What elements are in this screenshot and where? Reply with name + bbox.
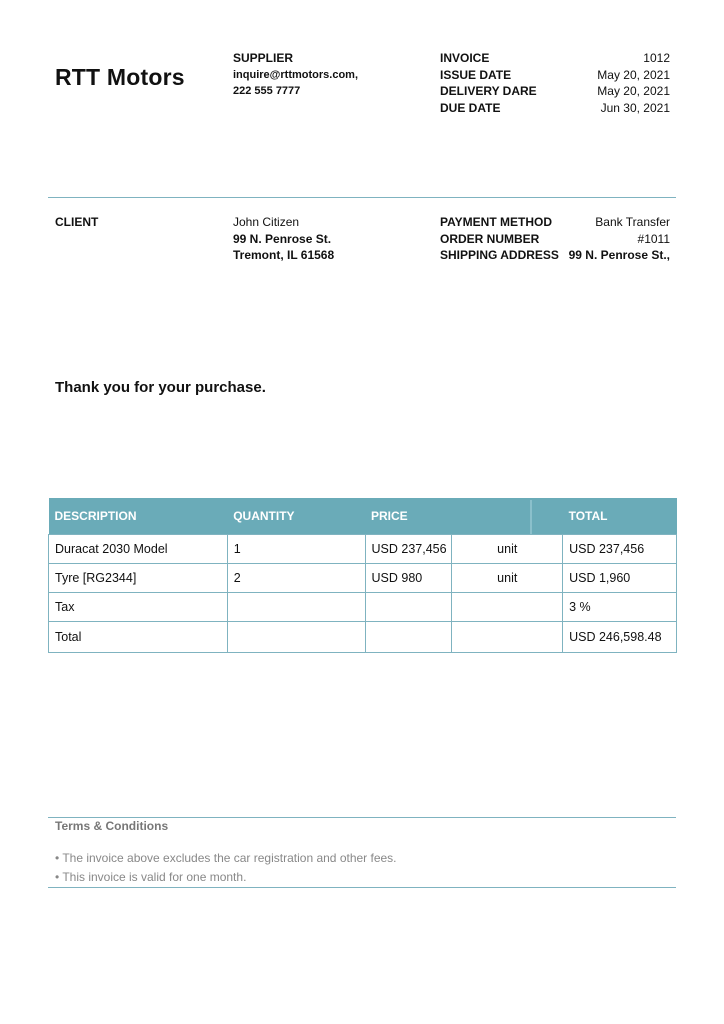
due-date-label: DUE DATE	[440, 100, 501, 115]
cell-price	[365, 622, 452, 653]
cell-total: USD 246,598.48	[563, 622, 677, 653]
column-header-total: TOTAL	[563, 498, 677, 535]
due-date-value: Jun 30, 2021	[600, 100, 670, 115]
shipping-address-value: 99 N. Penrose St.,	[568, 248, 670, 262]
cell-quantity	[227, 593, 365, 622]
terms-title: Terms & Conditions	[55, 819, 169, 833]
client-label: CLIENT	[55, 215, 99, 229]
cell-total: 3 %	[563, 593, 677, 622]
shipping-address-row	[440, 247, 670, 264]
thank-you-message: Thank you for your purchase.	[55, 379, 266, 396]
cell-description: Tax	[49, 593, 228, 622]
total-row	[49, 622, 677, 653]
order-meta	[440, 214, 670, 264]
cell-description: Duracat 2030 Model	[49, 535, 228, 564]
terms-bottom-divider	[48, 887, 676, 888]
client-address-line2: Tremont, IL 61568	[233, 248, 335, 262]
tax-row	[49, 593, 677, 622]
header-column-separator	[530, 500, 532, 534]
client-block	[233, 214, 334, 264]
table-row	[49, 535, 677, 564]
terms-item: • The invoice above excludes the car registration and other fees.	[55, 851, 397, 865]
issue-date-row	[440, 67, 670, 84]
cell-quantity: 1	[227, 535, 365, 564]
cell-price: USD 980	[365, 564, 452, 593]
terms-top-divider	[48, 817, 676, 818]
client-address-line1: 99 N. Penrose St.	[233, 231, 332, 246]
column-header-price: PRICE	[365, 498, 452, 535]
supplier-label: SUPPLIER	[233, 51, 294, 65]
invoice-number-row	[440, 50, 670, 67]
delivery-date-label: DELIVERY DARE	[440, 84, 537, 98]
cell-price	[365, 593, 452, 622]
supplier-phone: 222 555 7777	[233, 85, 301, 97]
cell-unit	[452, 622, 563, 653]
order-number-label: ORDER NUMBER	[440, 231, 540, 246]
cell-price: USD 237,456	[365, 535, 452, 564]
cell-unit: unit	[452, 564, 563, 593]
cell-quantity: 2	[227, 564, 365, 593]
table-header-row	[49, 498, 677, 535]
supplier-block	[233, 50, 358, 100]
client-name: John Citizen	[233, 215, 300, 229]
due-date-row	[440, 100, 670, 117]
cell-unit: unit	[452, 535, 563, 564]
cell-total: USD 237,456	[563, 535, 677, 564]
delivery-date-value: May 20, 2021	[597, 84, 670, 98]
invoice-meta	[440, 50, 670, 116]
cell-total: USD 1,960	[563, 564, 677, 593]
column-header-quantity: QUANTITY	[227, 498, 365, 535]
shipping-address-label: SHIPPING ADDRESS	[440, 248, 559, 262]
payment-method-row	[440, 214, 670, 231]
issue-date-value: May 20, 2021	[597, 67, 670, 82]
line-items-table	[48, 498, 677, 653]
invoice-number-value: 1012	[643, 51, 670, 65]
payment-method-label: PAYMENT METHOD	[440, 215, 553, 229]
issue-date-label: ISSUE DATE	[440, 67, 512, 82]
cell-description: Tyre [RG2344]	[49, 564, 228, 593]
delivery-date-row	[440, 83, 670, 100]
order-number-value: #1011	[637, 231, 670, 246]
supplier-email: inquire@rttmotors.com,	[233, 68, 359, 81]
order-number-row	[440, 231, 670, 248]
column-header-price-unit	[452, 498, 563, 535]
invoice-number-label: INVOICE	[440, 51, 490, 65]
cell-quantity	[227, 622, 365, 653]
company-logo-text: RTT Motors	[55, 64, 185, 90]
cell-unit	[452, 593, 563, 622]
column-header-description: DESCRIPTION	[49, 498, 228, 535]
payment-method-value: Bank Transfer	[595, 215, 670, 229]
divider	[48, 197, 676, 198]
cell-description: Total	[49, 622, 228, 653]
table-row	[49, 564, 677, 593]
terms-item: • This invoice is valid for one month.	[55, 870, 247, 884]
